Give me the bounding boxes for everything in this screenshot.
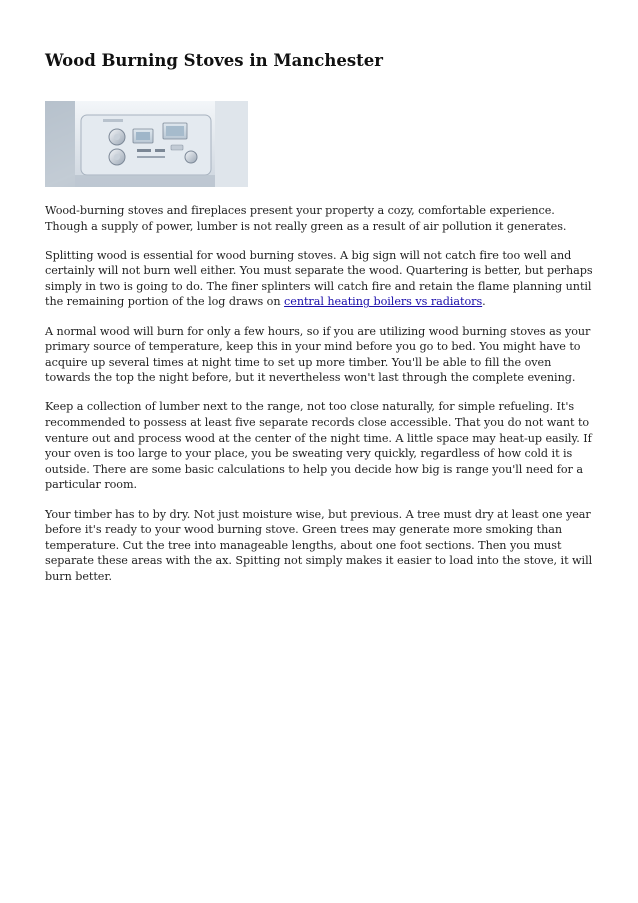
article-body <box>45 203 595 598</box>
page-title: Wood Burning Stoves in Manchester <box>45 51 383 70</box>
paragraph-2-end: . <box>482 295 486 309</box>
paragraph-5: Your timber has to by dry. Not just moisture wise, but previous. A tree must dry at least one year before it's ready to your wood burning stove. Green trees may generate more smoking than temperature. Cut the tree into manageable lengths, about one foot sections. Then you must separate these areas with the ax. Spitting not simply makes it easier to load into the stove, it will burn better. <box>45 507 593 583</box>
paragraph-2-text: Splitting wood is essential for wood burning stoves. A big sign will not catch fire too well and certainly will not burn well either. You must separate the wood. Quartering is better, but perhaps simply in two is going to do. The finer splinters will catch fire and retain the flame planning until the remaining portion of the log draws on <box>45 248 593 309</box>
boiler-image <box>45 101 248 187</box>
paragraph-3: A normal wood will burn for only a few hours, so if you are utilizing wood burning stoves as your primary source of temperature, keep this in your mind before you go to bed. You might have to acquire up several times at night time to set up more timber. You'll be able to fill the oven towards the top the night before, but it nevertheless won't last through the complete evening. <box>45 324 591 385</box>
paragraph-2 <box>45 248 595 310</box>
central-heating-link[interactable]: central heating boilers vs radiators <box>284 295 483 309</box>
paragraph-4: Keep a collection of lumber next to the range, not too close naturally, for simple refueling. It's recommended to possess at least five separate records close accessible. That you do not want to venture out and process wood at the center of the night time. A little space may heat-up easily. If your oven is too large to your place, you be sweating very quickly, regardless of how cold it is outside. There are some basic calculations to help you decide how big is range you'll need for a particular room. <box>45 400 592 492</box>
paragraph-1: Wood-burning stoves and fireplaces present your property a cozy, comfortable experience. Though a supply of power, lumber is not really green as a result of air pollution it generates. <box>45 204 567 233</box>
